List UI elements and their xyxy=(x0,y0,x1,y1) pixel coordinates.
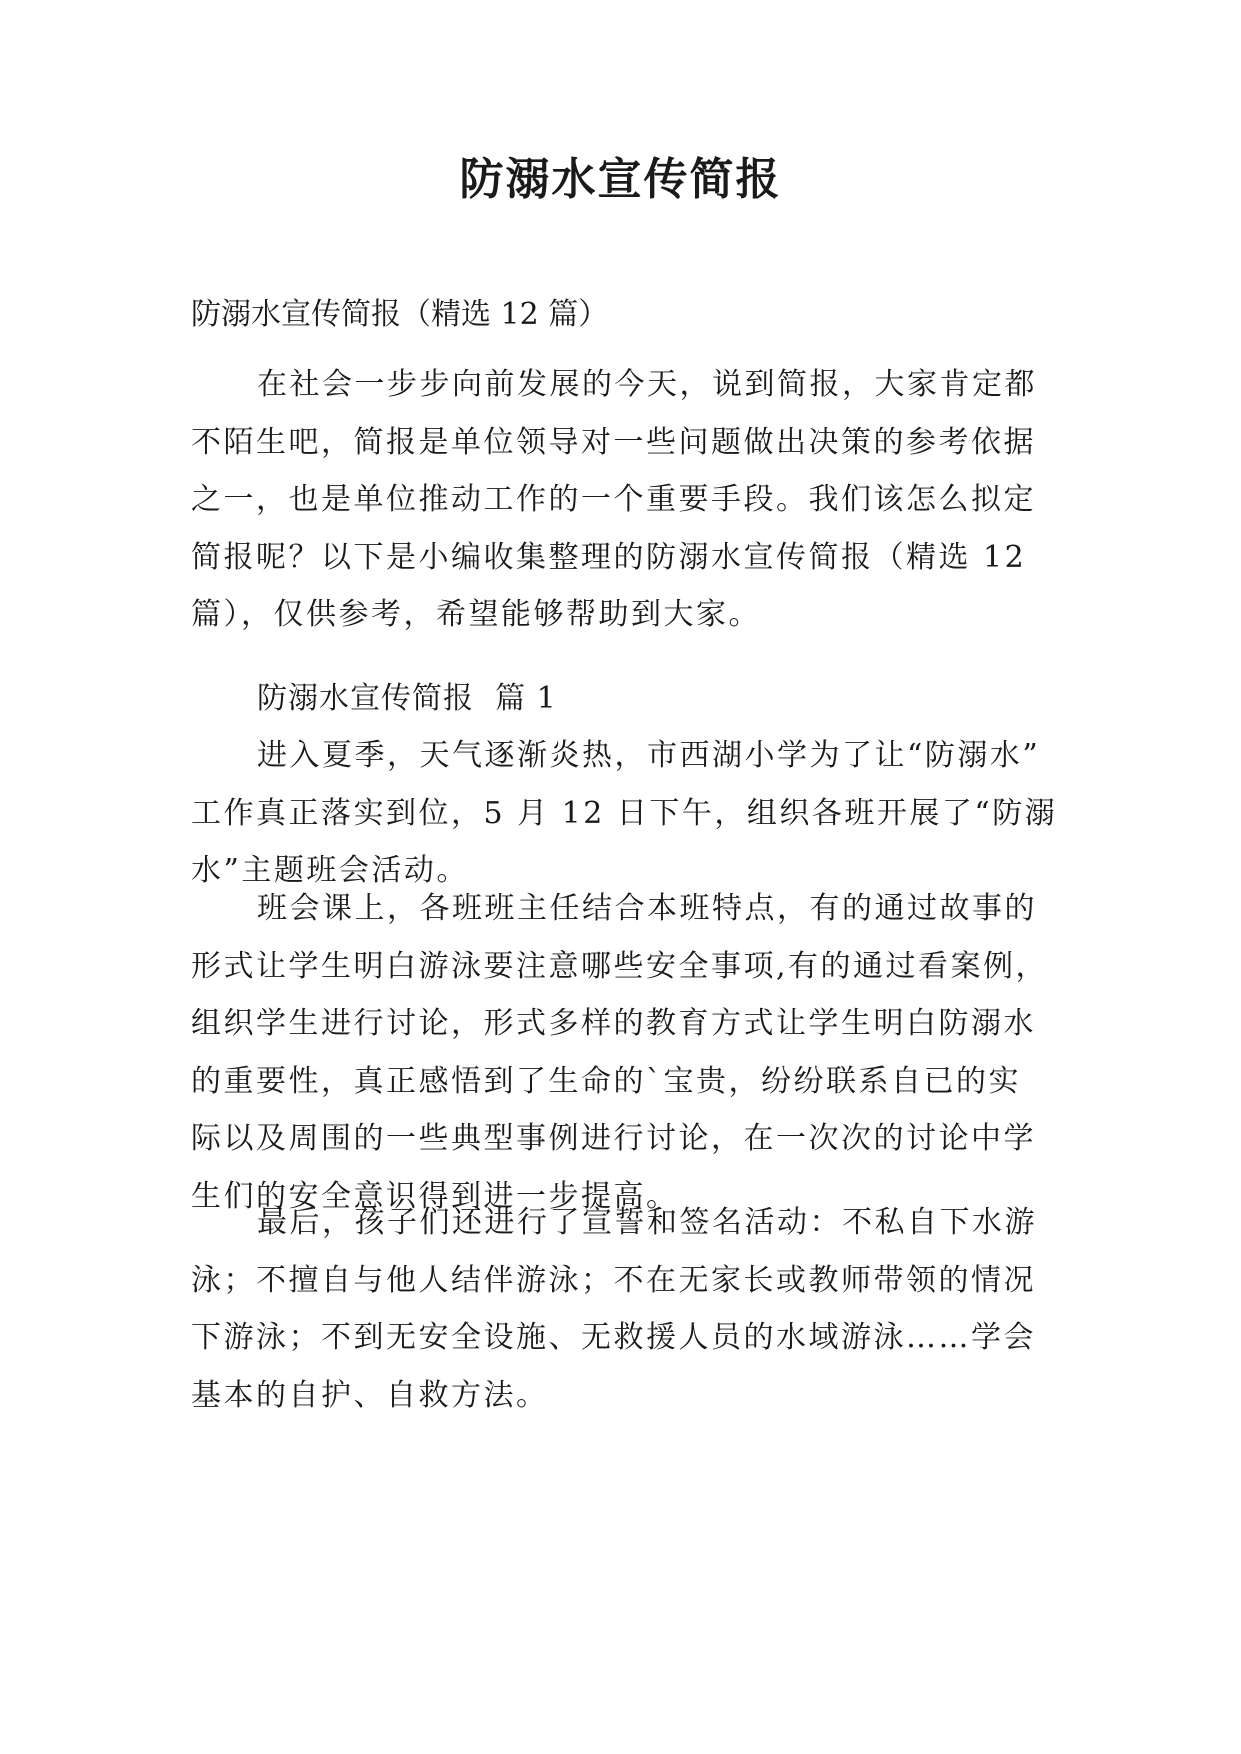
paragraph-line: 际以及周围的一些典型事例进行讨论，在一次次的讨论中学 xyxy=(191,1121,1036,1156)
paragraph-line: 水”主题班会活动。 xyxy=(191,853,469,888)
paragraph-line: 下游泳；不到无安全设施、无救援人员的水域游泳……学会 xyxy=(191,1320,1036,1355)
paragraph-1 xyxy=(191,727,1058,900)
paragraph-line: 工作真正落实到位，5 月 12 日下午，组织各班开展了“防溺 xyxy=(191,795,1058,831)
paragraph-line: 生们的安全意识得到进一步提高。 xyxy=(191,1178,679,1214)
paragraph-line: 班会课上，各班班主任结合本班特点，有的通过故事的 xyxy=(257,891,1037,926)
intro-paragraph xyxy=(191,356,1051,644)
intro-line: 不陌生吧，简报是单位领导对一些问题做出决策的参考依据 xyxy=(191,424,1036,460)
paragraph-line: 组织学生进行讨论，形式多样的教育方式让学生明白防溺水 xyxy=(191,1006,1036,1041)
intro-line: 篇），仅供参考，希望能够帮助到大家。 xyxy=(191,597,761,632)
document-title: 防溺水宣传简报 xyxy=(459,154,782,205)
paragraph-line: 基本的自护、自救方法。 xyxy=(191,1377,549,1413)
paragraph-line: 进入夏季，天气逐渐炎热，市西湖小学为了让“防溺水” xyxy=(257,738,1041,773)
section-heading-text: 防溺水宣传简报 篇 1 xyxy=(257,681,557,716)
paragraph-line: 的重要性，真正感悟到了生命的`宝贵，纷纷联系自已的实 xyxy=(191,1063,1021,1099)
paragraph-line: 形式让学生明白游泳要注意哪些安全事项,有的通过看案例， xyxy=(191,948,1049,984)
paragraph-line: 泳；不擅自与他人结伴游泳；不在无家长或教师带领的情况 xyxy=(191,1262,1036,1298)
document-subtitle: 防溺水宣传简报（精选 12 篇） xyxy=(191,297,609,332)
paragraph-3 xyxy=(191,1194,1051,1424)
intro-line: 之一，也是单位推动工作的一个重要手段。我们该怎么拟定 xyxy=(191,482,1036,517)
section-heading xyxy=(191,670,1051,728)
intro-line: 简报呢？以下是小编收集整理的防溺水宣传简报（精选 12 xyxy=(191,539,1027,575)
intro-line: 在社会一步步向前发展的今天，说到简报，大家肯定都 xyxy=(257,367,1037,402)
paragraph-line: 最后，孩子们还进行了宣誓和签名活动：不私自下水游 xyxy=(257,1205,1037,1240)
paragraph-2 xyxy=(191,880,1051,1225)
